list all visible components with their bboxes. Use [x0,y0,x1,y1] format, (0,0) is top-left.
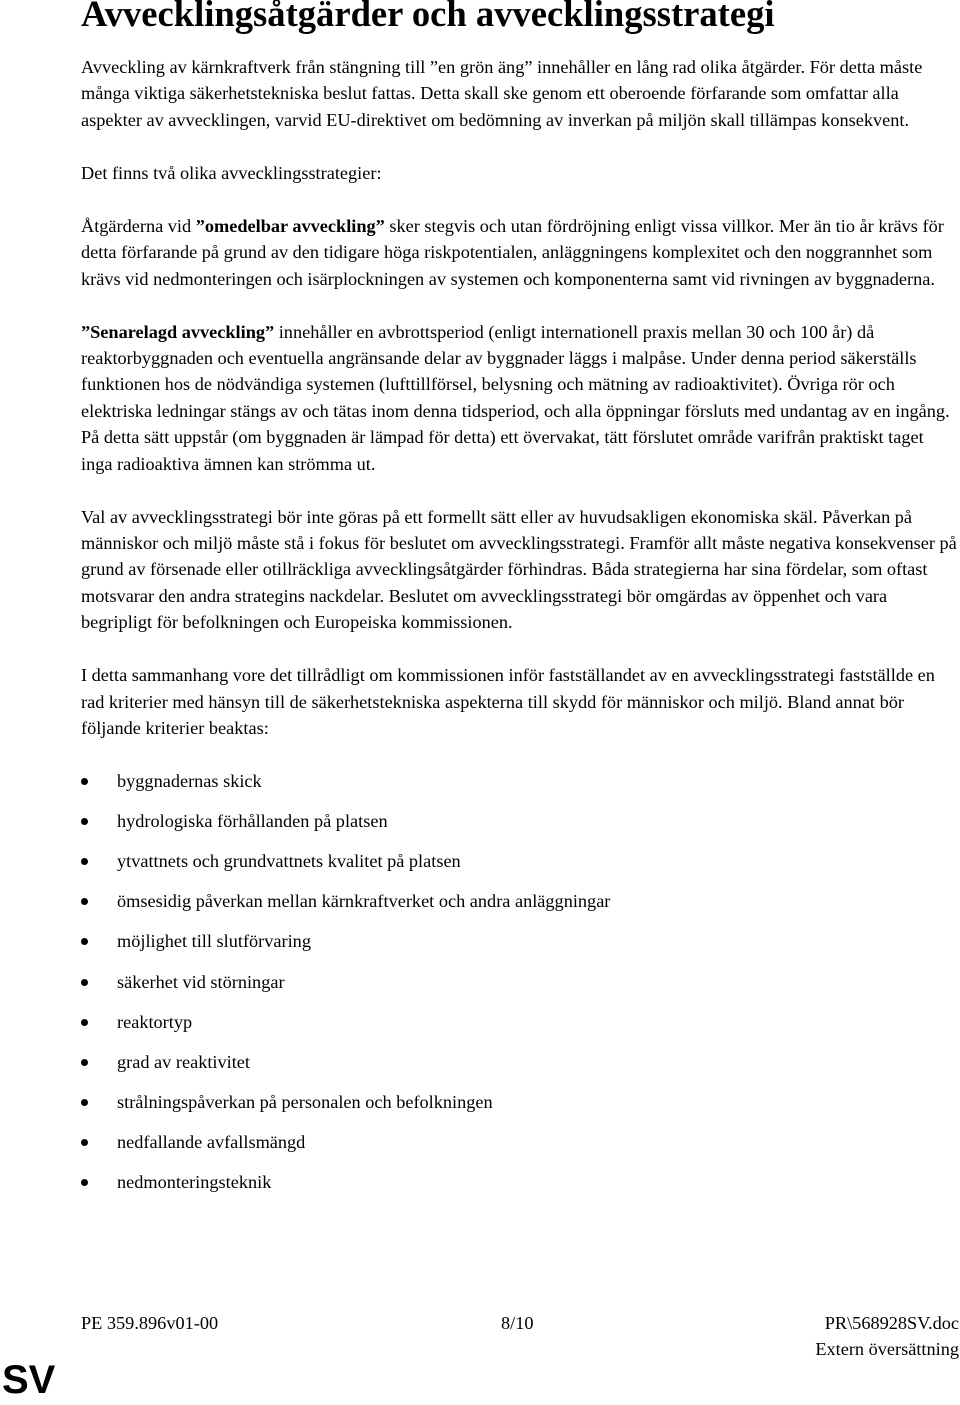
document-body [81,0,959,1209]
bullet-icon [81,1179,88,1186]
paragraph-intro: Avveckling av kärnkraftverk från stängning till ”en grön äng” innehåller en lång rad olika åtgärder. För detta måste många viktiga säkerhetstekniska beslut fattas. Detta skall ske genom ett oberoende förfarande som omfattar alla aspekter av avvecklingen, varvid EU-direktivet om bedömning av inverkan på miljön skall tillämpas konsekvent. [81,56,923,130]
bullet-icon [81,938,88,945]
bullet-icon [81,1099,88,1106]
list-item: möjlighet till slutförvaring [81,928,959,968]
paragraph-criteria-intro: I detta sammanhang vore det tillrådligt om kommissionen inför fastställandet av en avvecklingsstrategi fastställde en rad kriterier med hänsyn till de säkerhetstekniska aspekterna till skydd för människor och miljö. Bland annat bör följande kriterier beaktas: [81,665,935,739]
paragraph-strategies-intro: Det finns två olika avvecklingsstrategier: [81,162,382,183]
list-item: nedfallande avfallsmängd [81,1129,959,1169]
footer-file-name: PR\568928SV.doc [824,1313,959,1333]
list-item: ytvattnets och grundvattnets kvalitet på platsen [81,848,959,888]
bullet-icon [81,1139,88,1146]
footer-translation-note: Extern översättning [815,1339,959,1359]
deferred-post: innehåller en avbrottsperiod (enligt internationell praxis mellan 30 och 100 år) då reaktorbyggnaden och eventuella angränsande delar av byggnader läggs i malpåse. Under denna period säkerställs funktionen hos de nödvändiga systemen (lufttillförsel, belysning och mätning av radioaktivitet). Övriga rör och elektriska ledningar stängs av och tätas inom denna tidsperiod, och alla öppningar försluts med undantag av en ingång. På detta sätt uppstår (om byggnaden är lämpad för detta) ett övervakat, tätt förslutet område varifrån praktiskt taget inga radioaktiva ämnen kan strömma ut. [81,321,950,474]
paragraph-deferred-dismantling [81,319,959,477]
footer-doc-ref: PE 359.896v01-00 [81,1313,219,1333]
bullet-icon [81,898,88,905]
list-item: ömsesidig påverkan mellan kärnkraftverket och andra anläggningar [81,888,959,928]
footer-page-number: 8/10 [501,1313,534,1333]
bullet-icon [81,818,88,825]
bullet-icon [81,1019,88,1026]
deferred-term: ”Senarelagd avveckling” [81,321,275,342]
criteria-list [81,768,959,1209]
list-item: byggnadernas skick [81,768,959,808]
immediate-term: ”omedelbar avveckling” [195,215,385,236]
immediate-post: sker stegvis och utan fördröjning enligt vissa villkor. Mer än tio år krävs för detta förfarande på grund av den tidigare höga riskpotentialen, anläggningens komplexitet och den noggrannhet som krävs vid nedmonteringen och isärplockningen av systemen och komponenterna samt vid rivningen av byggnaderna. [81,215,944,289]
paragraph-immediate-dismantling [81,213,959,292]
list-item: grad av reaktivitet [81,1049,959,1089]
list-item: strålningspåverkan på personalen och befolkningen [81,1089,959,1129]
list-item: hydrologiska förhållanden på platsen [81,808,959,848]
page-footer [81,1310,959,1364]
section-heading: Avvecklingsåtgärder och avvecklingsstrategi [81,0,775,34]
bullet-icon [81,778,88,785]
list-item: reaktortyp [81,1009,959,1049]
bullet-icon [81,858,88,865]
language-mark: SV [2,1358,56,1402]
bullet-icon [81,979,88,986]
immediate-pre: Åtgärderna vid [81,215,196,236]
paragraph-strategy-choice: Val av avvecklingsstrategi bör inte göras på ett formellt sätt eller av huvudsakligen ekonomiska skäl. Påverkan på människor och miljö måste stå i fokus för beslutet om avvecklingsstrategi. Framför allt måste negativa konsekvenser på grund av försenade eller otillräckliga avvecklingsåtgärder förhindras. Båda strategierna har sina fördelar, som oftast motsvarar den andra strategins nackdelar. Beslutet om avvecklingsstrategi bör omgärdas av öppenhet och vara begripligt för befolkningen och Europeiska kommissionen. [81,506,957,633]
list-item: säkerhet vid störningar [81,969,959,1009]
bullet-icon [81,1059,88,1066]
list-item: nedmonteringsteknik [81,1169,959,1209]
